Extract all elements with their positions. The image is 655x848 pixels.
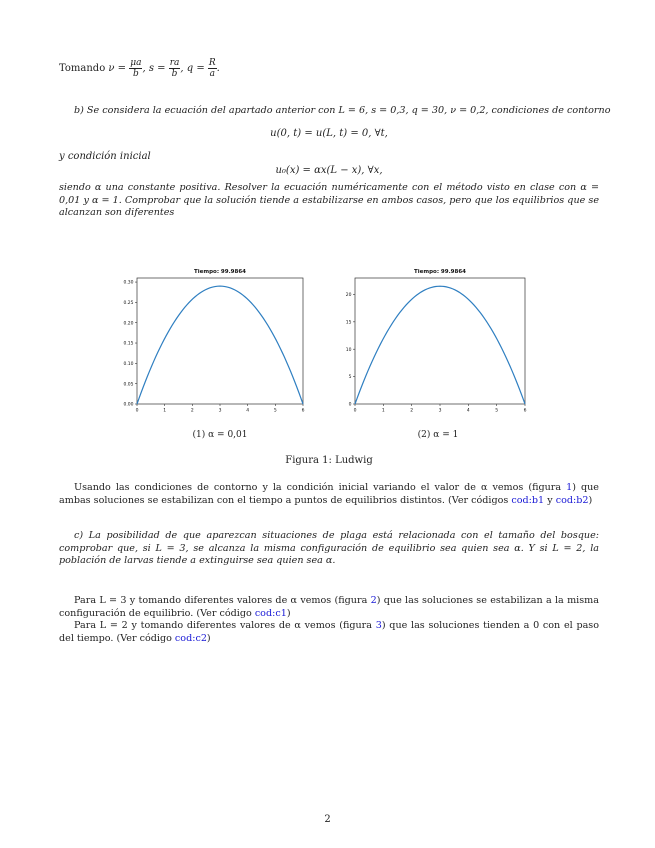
q-num: R — [208, 58, 216, 68]
chart-1-title: Tiempo: 99.9864 — [194, 269, 246, 275]
p1-text-a: Usando las condiciones de contorno y la condición inicial variando el valor de α vemos (figura — [74, 482, 567, 493]
paragraph-results-c2 — [59, 620, 599, 645]
y-tick-label: 0.25 — [123, 300, 134, 306]
intro-end: . — [216, 63, 220, 74]
y-tick-label: 0.30 — [123, 280, 134, 286]
paragraph-results-c1 — [59, 595, 599, 620]
y-tick-label: 0.15 — [123, 341, 134, 347]
q-lhs: , q = — [180, 63, 205, 74]
page-number: 2 — [324, 814, 331, 825]
x-tick-label: 5 — [273, 408, 277, 414]
paragraph-results-b — [59, 482, 599, 507]
p2-text-a: Para L = 3 y tomando diferentes valores de α vemos (figura — [74, 595, 371, 606]
x-tick-label: 0 — [135, 408, 139, 414]
part-b-statement: b) Se considera la ecuación del apartado anterior con L = 6, s = 0,3, q = 30, ν = 0,2, condiciones de contorno — [74, 105, 611, 116]
y-tick-label: 15 — [345, 320, 352, 326]
figure-plots — [105, 258, 535, 418]
chart-2-title: Tiempo: 99.9864 — [414, 269, 466, 275]
initial-label: y condición inicial — [59, 151, 151, 162]
nu-num: μa — [130, 58, 142, 68]
chart-1-frame — [137, 278, 303, 404]
nu-fraction — [129, 58, 142, 79]
q-fraction — [208, 58, 217, 79]
intro-tomando: Tomando — [59, 63, 106, 74]
y-tick-label: 0.00 — [123, 402, 134, 408]
subcaption-2: (2) α = 1 — [417, 430, 459, 440]
x-tick-label: 1 — [381, 408, 385, 414]
subcaption-1: (1) α = 0,01 — [192, 430, 248, 440]
figure-3-link[interactable]: 3 — [375, 620, 382, 631]
chart-2 — [346, 269, 527, 414]
x-tick-label: 2 — [190, 408, 194, 414]
eq-initial: u₀(x) = αx(L − x), ∀x, — [275, 165, 383, 176]
y-tick-label: 0 — [348, 402, 352, 408]
p2-end: ) — [286, 607, 291, 619]
x-tick-label: 6 — [523, 408, 527, 414]
code-b2-link[interactable]: cod:b2 — [555, 494, 589, 506]
x-tick-label: 4 — [246, 408, 250, 414]
intro-line — [59, 56, 459, 82]
nu-den: b — [132, 69, 139, 79]
p1-y: y — [544, 494, 556, 506]
x-tick-label: 3 — [218, 408, 222, 414]
p1-end: ) — [588, 494, 593, 506]
s-lhs: , s = — [142, 63, 166, 74]
p3-text-a: Para L = 2 y tomando diferentes valores de α vemos (figura — [74, 620, 376, 631]
x-tick-label: 0 — [353, 408, 357, 414]
s-fraction — [169, 58, 181, 79]
code-c2-link[interactable]: cod:c2 — [174, 632, 207, 644]
y-tick-label: 10 — [345, 347, 352, 353]
x-tick-label: 6 — [301, 408, 305, 414]
part-c-statement: c) La posibilidad de que aparezcan situaciones de plaga está relacionada con el tamaño del bosque: comprobar que, si L = 3, se alcanza la misma configuración de equilibrio sea quien sea α. Y si L = 2, la población de larvas tiende a extinguirse sea quien sea α. — [59, 530, 599, 566]
s-num: ra — [169, 58, 180, 68]
code-b1-link[interactable]: cod:b1 — [511, 494, 545, 506]
q-den: a — [209, 69, 215, 79]
x-tick-label: 5 — [495, 408, 499, 414]
figure-1-link[interactable]: 1 — [566, 482, 573, 493]
x-tick-label: 3 — [438, 408, 442, 414]
p3-end: ) — [206, 632, 211, 644]
chart-2-frame — [355, 278, 525, 404]
x-tick-label: 2 — [410, 408, 414, 414]
x-tick-label: 1 — [163, 408, 167, 414]
eq-boundary: u(0, t) = u(L, t) = 0, ∀t, — [270, 128, 388, 139]
p2-text-b: ) que las soluciones se estabilizan a la misma configuración de equilibrio. (Ver código — [59, 595, 599, 619]
code-c1-link[interactable]: cod:c1 — [254, 607, 287, 619]
y-tick-label: 20 — [345, 293, 352, 299]
p3-text-b: ) que las soluciones tienden a 0 con el paso del tiempo. (Ver código — [59, 620, 599, 644]
p1-text-b: ) que ambas soluciones se estabilizan con el tiempo a puntos de equilibrios distintos. (Ver códigos — [59, 482, 599, 506]
y-tick-label: 5 — [348, 375, 352, 381]
x-tick-label: 4 — [466, 408, 470, 414]
figure-2-link[interactable]: 2 — [370, 595, 377, 606]
chart-1 — [123, 269, 304, 414]
s-den: b — [171, 69, 178, 79]
nu-lhs: ν = — [108, 63, 127, 74]
y-tick-label: 0.05 — [123, 382, 134, 388]
y-tick-label: 0.10 — [123, 361, 134, 367]
y-tick-label: 0.20 — [123, 321, 134, 327]
part-b-task: siendo α una constante positiva. Resolver la ecuación numéricamente con el método visto en clase con α = 0,01 y α = 1. Comprobar que la solución tiende a estabilizarse en ambos casos, pero que los equilibrios que se alcanzan son diferentes — [59, 182, 599, 218]
figure-caption: Figura 1: Ludwig — [285, 455, 373, 466]
